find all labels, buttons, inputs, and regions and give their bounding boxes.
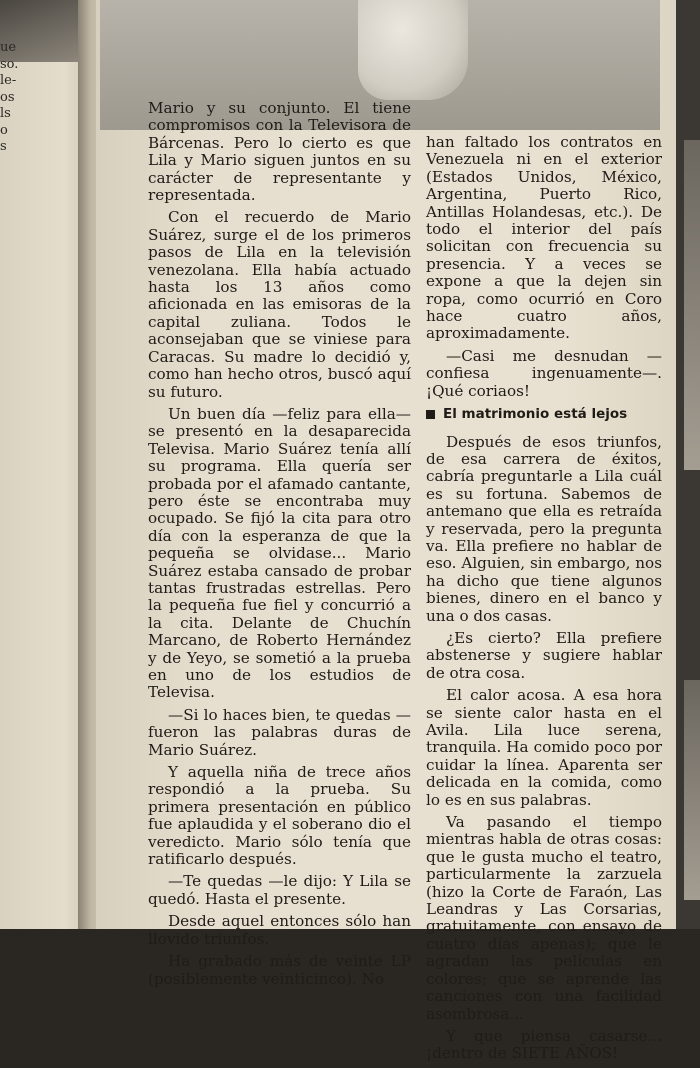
subheading-text: El matrimonio está lejos <box>443 406 628 423</box>
paragraph: Mario y su conjunto. El tiene compromisos con la Televisora de Bárcenas. Pero lo cierto es que Lila y Mario siguen juntos en su carácter de representante y representada. <box>148 99 411 205</box>
paragraph: —Casi me desnudan —confiesa ingenuamente—. ¡Qué coriaos! <box>426 346 662 400</box>
article-column-1 <box>148 100 411 993</box>
left-page-text-fragments <box>0 40 40 156</box>
paragraph: ¿Es cierto? Ella prefiere abstenerse y sugiere hablar de otra cosa. <box>426 628 662 682</box>
section-subheading <box>426 406 662 423</box>
left-fragment: ue <box>0 40 17 55</box>
paragraph: Ha grabado más de veinte LP (posiblemente veinticinco). No <box>148 952 411 988</box>
paragraph: Desde aquel entonces sólo han llovido triunfos. <box>148 912 411 948</box>
photo-legs <box>358 0 468 100</box>
paragraph: El calor acosa. A esa hora se siente calor hasta en el Avila. Lila luce serena, tranquila. Ha comido poco por cuidar la línea. Aparenta ser delicada en la comida, como lo es en sus palabras. <box>426 686 662 809</box>
left-fragment: s <box>0 139 7 154</box>
left-fragment: so. <box>0 56 19 72</box>
paragraph: Y aquella niña de trece años respondió a la prueba. Su primera presentación en público fue aplaudida y el soberano dio el veredicto. Mario sólo tenía que ratificarlo después. <box>148 763 411 869</box>
square-bullet-icon <box>426 410 435 419</box>
left-fragment: o <box>0 122 8 138</box>
left-fragment: le- <box>0 73 17 88</box>
paragraph: han faltado los contratos en Venezuela ni en el exterior (Estados Unidos, México, Argentina, Puerto Rico, Antillas Holandesas, etc.). De todo el interior del país solicitan con frecuencia su presencia. Y a veces se expone a que la dejen sin ropa, como ocurrió en Coro hace cuatro años, aproximadamente. <box>426 133 662 343</box>
paragraph: Y que piensa casarse... ¡dentro de SIETE AÑOS! <box>426 1026 662 1063</box>
paragraph: —Si lo haces bien, te quedas —fueron las palabras duras de Mario Suárez. <box>148 705 411 759</box>
next-page-photo-upper <box>684 140 700 470</box>
article-column-2 <box>426 134 662 1068</box>
paragraph: Va pasando el tiempo mientras habla de otras cosas: que le gusta mucho el teatro, particularmente la zarzuela (hizo la Corte de Faraón, Las Leandras y Las Corsarias, gratuitamente, con ensayo de cuatro días apenas); que le agradan las películas en colores; que se aprende las canciones con una facilidad asombrosa... <box>426 813 662 1023</box>
paragraph: —Te quedas —le dijo: Y Lila se quedó. Hasta el presente. <box>148 872 411 908</box>
left-fragment: os <box>0 89 15 105</box>
next-page-photo-lower <box>684 680 700 900</box>
paragraph: Con el recuerdo de Mario Suárez, surge el de los primeros pasos de Lila en la televisión venezolana. Ella había actuado hasta los 13 años como aficionada en las emisoras de la capital zuliana. Todos le aconsejaban que se viniese para Caracas. Su madre lo decidió y, como han hecho otros, buscó aquí su futuro. <box>148 208 411 401</box>
paragraph: Un buen día —feliz para ella— se presentó en la desaparecida Televisa. Mario Suárez tenía allí su programa. Ella quería ser probada por el afamado cantante, pero éste se encontraba muy ocupado. Se fijó la cita para otro día con la esperanza de que la pequeña se olvidase... Mario Suárez estaba cansado de probar tantas frustradas estrellas. Pero la pequeña fue fiel y concurrió a la cita. Delante de Chuchín Marcano, de Roberto Hernández y de Yeyo, se sometió a la prueba en uno de los estudios de Televisa. <box>148 404 411 702</box>
left-fragment: ls <box>0 106 11 121</box>
paragraph: Después de esos triunfos, de esa carrera de éxitos, cabría preguntarle a Lila cuál es su fortuna. Sabemos de antemano que ella es retraída y reservada, pero la pregunta va. Ella prefiere no hablar de eso. Alguien, sin embargo, nos ha dicho que tiene algunos bienes, dinero en el banco y una o dos casas. <box>426 432 662 625</box>
